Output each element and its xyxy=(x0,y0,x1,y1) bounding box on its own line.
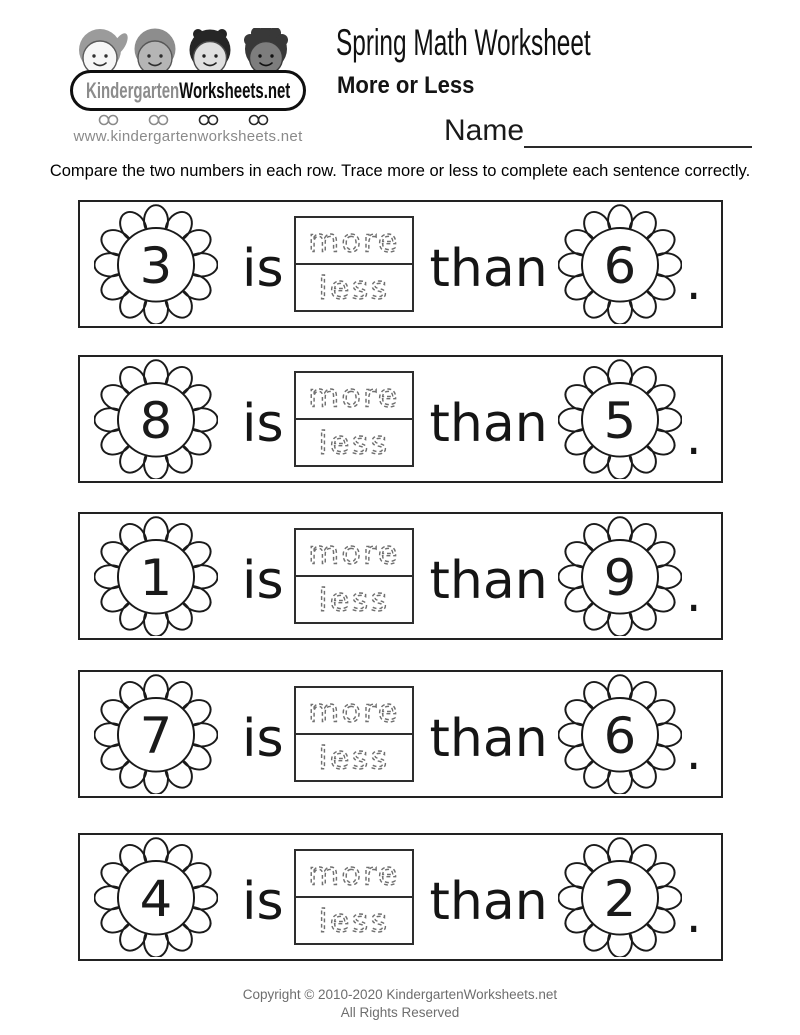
trace-less-word: less xyxy=(318,270,389,307)
logo-url: www.kindergartenworksheets.net xyxy=(73,128,303,145)
trace-box xyxy=(294,371,414,467)
sentence-row-4 xyxy=(78,670,723,798)
word-is: is xyxy=(242,239,284,299)
flower-icon xyxy=(558,359,682,479)
word-is: is xyxy=(242,872,284,932)
flower-icon xyxy=(94,359,218,479)
trace-less-cell xyxy=(296,733,412,780)
right-number: 2 xyxy=(603,869,637,929)
trace-box xyxy=(294,686,414,782)
word-than: than xyxy=(429,709,548,769)
flower-icon xyxy=(558,674,682,794)
flower-icon xyxy=(558,516,682,636)
logo-wordmark xyxy=(86,78,290,104)
trace-less-cell xyxy=(296,896,412,943)
logo-badge xyxy=(70,70,306,111)
left-number: 1 xyxy=(139,548,173,608)
trace-less-word: less xyxy=(318,903,389,940)
trace-box xyxy=(294,849,414,945)
right-number: 6 xyxy=(603,236,637,296)
curl-decoration-icon xyxy=(80,112,296,129)
sentence-period: . xyxy=(685,886,702,944)
word-is: is xyxy=(242,394,284,454)
word-than: than xyxy=(429,239,548,299)
page-subtitle: More or Less xyxy=(337,72,475,99)
right-number: 6 xyxy=(603,706,637,766)
trace-more-cell xyxy=(296,530,412,575)
footer xyxy=(0,986,800,1022)
word-than: than xyxy=(429,872,548,932)
trace-more-word: more xyxy=(307,535,400,572)
trace-less-cell xyxy=(296,418,412,465)
trace-less-cell xyxy=(296,575,412,622)
flower-icon xyxy=(94,837,218,957)
sentence-period: . xyxy=(685,408,702,466)
flower-icon xyxy=(558,837,682,957)
sentence-row-2 xyxy=(78,355,723,483)
left-number: 7 xyxy=(139,706,173,766)
brand-first: Kindergarten xyxy=(85,77,179,103)
word-than: than xyxy=(429,551,548,611)
trace-more-word: more xyxy=(307,693,400,730)
page-title: Spring Math Worksheet xyxy=(336,22,591,63)
word-than: than xyxy=(429,394,548,454)
trace-less-word: less xyxy=(318,740,389,777)
sentence-row-3 xyxy=(78,512,723,640)
trace-more-cell xyxy=(296,688,412,733)
trace-more-cell xyxy=(296,373,412,418)
left-number: 4 xyxy=(139,869,173,929)
rights-line: All Rights Reserved xyxy=(340,1004,460,1020)
trace-more-cell xyxy=(296,851,412,896)
trace-more-word: more xyxy=(307,378,400,415)
trace-more-word: more xyxy=(307,856,400,893)
trace-less-word: less xyxy=(318,582,389,619)
left-number: 8 xyxy=(139,391,173,451)
trace-box xyxy=(294,528,414,624)
name-field xyxy=(444,114,752,148)
trace-more-word: more xyxy=(307,223,400,260)
right-number: 5 xyxy=(603,391,637,451)
trace-less-cell xyxy=(296,263,412,310)
trace-less-word: less xyxy=(318,425,389,462)
flower-icon xyxy=(94,204,218,324)
sentence-period: . xyxy=(685,253,702,311)
trace-box xyxy=(294,216,414,312)
sentence-rows xyxy=(78,200,723,961)
copyright-line: Copyright © 2010-2020 KindergartenWorksheets.net xyxy=(242,987,558,1002)
sentence-row-1 xyxy=(78,200,723,328)
trace-more-cell xyxy=(296,218,412,263)
word-is: is xyxy=(242,551,284,611)
name-label: Name xyxy=(444,114,525,147)
instructions: Compare the two numbers in each row. Trace more or less to complete each sentence correctly. xyxy=(49,162,751,180)
logo xyxy=(70,26,306,144)
flower-icon xyxy=(94,674,218,794)
sentence-row-5 xyxy=(78,833,723,961)
brand-second: Worksheets.net xyxy=(178,77,291,103)
left-number: 3 xyxy=(139,236,173,296)
right-number: 9 xyxy=(603,548,637,608)
word-is: is xyxy=(242,709,284,769)
flower-icon xyxy=(558,204,682,324)
name-blank-line xyxy=(524,114,752,148)
sentence-period: . xyxy=(685,723,702,781)
flower-icon xyxy=(94,516,218,636)
sentence-period: . xyxy=(685,565,702,623)
